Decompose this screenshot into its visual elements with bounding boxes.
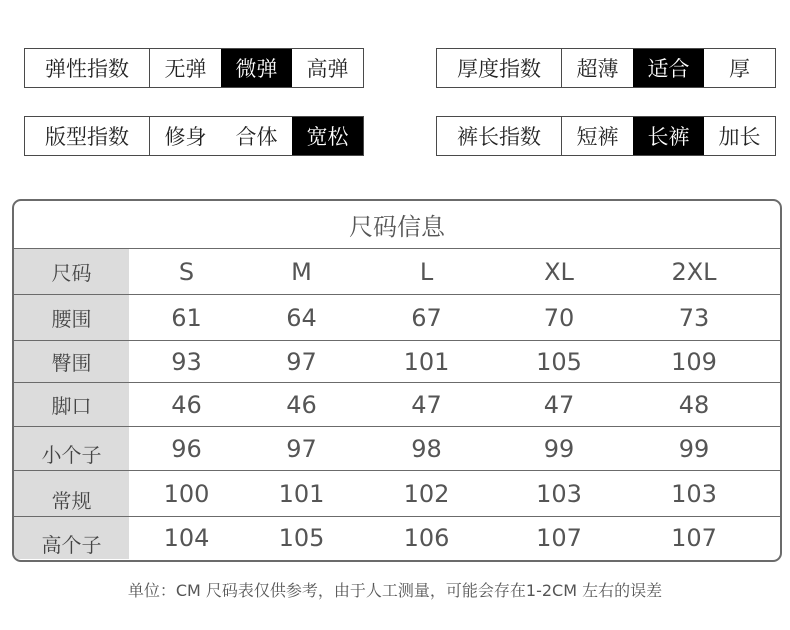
index-label: 版型指数: [25, 117, 150, 155]
index-label: 弹性指数: [25, 49, 150, 87]
fit-index: [24, 116, 364, 156]
index-option: 短裤: [576, 125, 619, 149]
table-row: [14, 341, 780, 383]
table-cell: 107: [671, 524, 717, 552]
row-header: 臀围: [14, 341, 129, 382]
row-header: 脚口: [14, 383, 129, 426]
table-cell: 99: [543, 434, 575, 463]
measurement-note: 单位：CM 尺码表仅供参考，由于人工测量，可能会存在1-2CM 左右的误差: [127, 581, 663, 600]
row-header: 常规: [14, 471, 129, 516]
table-row: [14, 427, 780, 471]
index-option: 超薄: [576, 57, 619, 81]
table-cell: 101: [403, 347, 450, 376]
table-cell: 47: [543, 390, 575, 419]
table-cell: 105: [536, 347, 582, 376]
row-header: 高个子: [14, 517, 129, 559]
table-cell: 73: [678, 303, 710, 332]
table-cell: 100: [163, 479, 210, 508]
index-option: 高弹: [306, 57, 349, 81]
table-cell: 61: [171, 303, 202, 332]
table-cell: 48: [678, 390, 710, 419]
index-option: 无弹: [164, 57, 207, 81]
table-cell: 97: [286, 434, 317, 463]
index-option: 合体: [235, 125, 278, 149]
thickness-index: [436, 48, 776, 88]
size-header: M: [291, 257, 312, 286]
table-cell: 67: [411, 303, 442, 332]
index-option-selected: 适合: [633, 49, 704, 87]
table-row: [14, 295, 780, 341]
table-cell: 64: [286, 303, 317, 332]
table-cell: 105: [278, 524, 325, 552]
elasticity-index: [24, 48, 364, 88]
table-cell: 109: [671, 347, 717, 376]
length-index: [436, 116, 776, 156]
row-header: 小个子: [14, 427, 129, 470]
table-cell: 98: [411, 434, 442, 463]
table-header-row: [14, 249, 780, 295]
table-row: [14, 471, 780, 517]
row-header: 尺码: [14, 249, 129, 294]
table-cell: 70: [543, 303, 575, 332]
index-option-selected: 长裤: [633, 117, 704, 155]
size-table: [12, 199, 782, 562]
index-option: 厚: [729, 57, 750, 81]
index-option-selected: 微弹: [221, 49, 292, 87]
table-cell: 96: [171, 434, 202, 463]
table-title: 尺码信息: [14, 201, 780, 249]
index-option-selected: 宽松: [292, 117, 363, 155]
table-cell: 46: [286, 390, 317, 419]
table-cell: 106: [403, 524, 450, 552]
size-header: S: [178, 257, 195, 286]
size-header: XL: [544, 257, 574, 286]
row-header: 腰围: [14, 295, 129, 340]
table-cell: 46: [171, 390, 202, 419]
size-header: L: [419, 257, 434, 286]
table-cell: 97: [286, 347, 317, 376]
table-row: [14, 517, 780, 559]
table-cell: 93: [171, 347, 202, 376]
table-cell: 102: [403, 479, 450, 508]
table-cell: 101: [278, 479, 325, 508]
table-cell: 103: [536, 479, 582, 508]
index-option: 修身: [164, 125, 207, 149]
table-cell: 104: [163, 524, 210, 552]
table-cell: 107: [536, 524, 582, 552]
table-cell: 103: [671, 479, 717, 508]
index-option: 加长: [718, 125, 761, 149]
index-label: 裤长指数: [437, 117, 562, 155]
table-cell: 47: [411, 390, 442, 419]
index-label: 厚度指数: [437, 49, 562, 87]
table-cell: 99: [678, 434, 710, 463]
table-row: [14, 383, 780, 427]
size-header: 2XL: [671, 257, 717, 286]
